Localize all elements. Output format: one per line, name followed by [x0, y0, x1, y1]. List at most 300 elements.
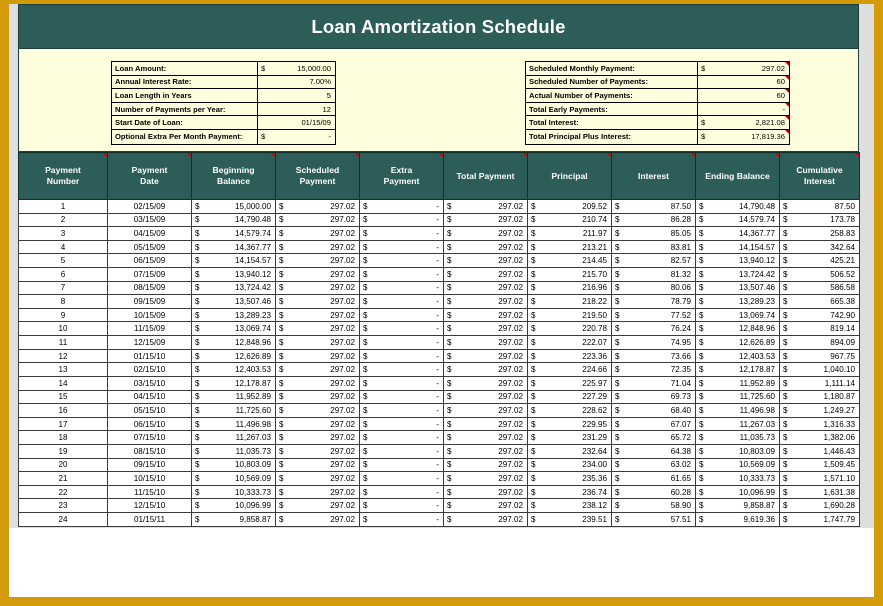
- interest-cell[interactable]: [612, 444, 696, 458]
- loan-input-row[interactable]: [112, 116, 335, 130]
- total-payment-cell[interactable]: [444, 458, 528, 472]
- column-header[interactable]: Payment Date: [108, 153, 192, 200]
- payment-number-cell[interactable]: 18: [19, 431, 108, 445]
- loan-summary-row[interactable]: [526, 89, 789, 103]
- cumulative-interest-cell[interactable]: [780, 308, 860, 322]
- beginning-balance-cell[interactable]: [192, 513, 276, 527]
- principal-cell[interactable]: [528, 213, 612, 227]
- payment-number-cell[interactable]: 17: [19, 417, 108, 431]
- table-row[interactable]: [19, 444, 860, 458]
- beginning-balance-cell[interactable]: [192, 254, 276, 268]
- table-row[interactable]: [19, 499, 860, 513]
- ending-balance-cell[interactable]: [696, 213, 780, 227]
- principal-cell[interactable]: [528, 376, 612, 390]
- loan-summary-value[interactable]: [698, 62, 789, 75]
- principal-cell[interactable]: [528, 295, 612, 309]
- principal-cell[interactable]: [528, 472, 612, 486]
- cumulative-interest-cell[interactable]: [780, 336, 860, 350]
- table-row[interactable]: [19, 404, 860, 418]
- ending-balance-cell[interactable]: [696, 417, 780, 431]
- principal-cell[interactable]: [528, 200, 612, 214]
- scheduled-payment-cell[interactable]: [276, 363, 360, 377]
- payment-number-cell[interactable]: 16: [19, 404, 108, 418]
- scheduled-payment-cell[interactable]: [276, 213, 360, 227]
- loan-summary-row[interactable]: [526, 103, 789, 117]
- beginning-balance-cell[interactable]: [192, 322, 276, 336]
- cumulative-interest-cell[interactable]: [780, 295, 860, 309]
- payment-date-cell[interactable]: 08/15/10: [108, 444, 192, 458]
- principal-cell[interactable]: [528, 281, 612, 295]
- beginning-balance-cell[interactable]: [192, 390, 276, 404]
- principal-cell[interactable]: [528, 322, 612, 336]
- loan-input-row[interactable]: [112, 76, 335, 90]
- cumulative-interest-cell[interactable]: [780, 458, 860, 472]
- payment-number-cell[interactable]: 12: [19, 349, 108, 363]
- ending-balance-cell[interactable]: [696, 308, 780, 322]
- ending-balance-cell[interactable]: [696, 200, 780, 214]
- cell-amount: 1,249.27: [823, 405, 855, 415]
- extra-payment-cell[interactable]: [360, 417, 444, 431]
- loan-input-value[interactable]: [258, 89, 335, 102]
- table-row[interactable]: [19, 431, 860, 445]
- payment-date-cell[interactable]: 07/15/10: [108, 431, 192, 445]
- interest-cell[interactable]: [612, 295, 696, 309]
- table-row[interactable]: [19, 281, 860, 295]
- scheduled-payment-cell[interactable]: [276, 281, 360, 295]
- loan-summary-value[interactable]: [698, 76, 789, 89]
- extra-payment-cell[interactable]: [360, 268, 444, 282]
- cumulative-interest-cell[interactable]: [780, 240, 860, 254]
- principal-cell[interactable]: [528, 404, 612, 418]
- table-row[interactable]: [19, 322, 860, 336]
- extra-payment-cell[interactable]: [360, 213, 444, 227]
- ending-balance-cell[interactable]: [696, 390, 780, 404]
- cumulative-interest-cell[interactable]: [780, 254, 860, 268]
- loan-summary-row[interactable]: [526, 76, 789, 90]
- principal-cell[interactable]: [528, 349, 612, 363]
- loan-summary-value[interactable]: [698, 89, 789, 102]
- principal-cell[interactable]: [528, 308, 612, 322]
- interest-cell[interactable]: [612, 200, 696, 214]
- total-payment-cell[interactable]: [444, 376, 528, 390]
- table-row[interactable]: [19, 308, 860, 322]
- column-header[interactable]: Extra Payment: [360, 153, 444, 200]
- total-payment-cell[interactable]: [444, 499, 528, 513]
- payment-number-cell[interactable]: 10: [19, 322, 108, 336]
- total-payment-cell[interactable]: [444, 431, 528, 445]
- scheduled-payment-cell[interactable]: [276, 200, 360, 214]
- ending-balance-cell[interactable]: [696, 404, 780, 418]
- payment-number-cell[interactable]: 11: [19, 336, 108, 350]
- total-payment-cell[interactable]: [444, 404, 528, 418]
- beginning-balance-cell[interactable]: [192, 458, 276, 472]
- payment-number-cell[interactable]: 6: [19, 268, 108, 282]
- beginning-balance-cell[interactable]: [192, 268, 276, 282]
- cumulative-interest-cell[interactable]: [780, 444, 860, 458]
- extra-payment-cell[interactable]: [360, 499, 444, 513]
- scheduled-payment-cell[interactable]: [276, 254, 360, 268]
- extra-payment-cell[interactable]: [360, 444, 444, 458]
- ending-balance-cell[interactable]: [696, 281, 780, 295]
- scheduled-payment-cell[interactable]: [276, 472, 360, 486]
- cumulative-interest-cell[interactable]: [780, 363, 860, 377]
- payment-date-cell[interactable]: 05/15/10: [108, 404, 192, 418]
- ending-balance-cell[interactable]: [696, 458, 780, 472]
- beginning-balance-cell[interactable]: [192, 227, 276, 241]
- extra-payment-cell[interactable]: [360, 322, 444, 336]
- payment-number-cell[interactable]: 23: [19, 499, 108, 513]
- payment-date-cell[interactable]: 12/15/09: [108, 336, 192, 350]
- payment-date-cell[interactable]: 03/15/10: [108, 376, 192, 390]
- cumulative-interest-cell[interactable]: [780, 322, 860, 336]
- payment-number-cell[interactable]: 8: [19, 295, 108, 309]
- scheduled-payment-cell[interactable]: [276, 336, 360, 350]
- cumulative-interest-cell[interactable]: [780, 485, 860, 499]
- scheduled-payment-cell[interactable]: [276, 295, 360, 309]
- loan-summary-value[interactable]: [698, 103, 789, 116]
- ending-balance-cell[interactable]: [696, 322, 780, 336]
- cumulative-interest-cell[interactable]: [780, 417, 860, 431]
- scheduled-payment-cell[interactable]: [276, 268, 360, 282]
- scheduled-payment-cell[interactable]: [276, 390, 360, 404]
- ending-balance-cell[interactable]: [696, 499, 780, 513]
- principal-cell[interactable]: [528, 458, 612, 472]
- table-row[interactable]: [19, 513, 860, 527]
- ending-balance-cell[interactable]: [696, 444, 780, 458]
- payment-date-cell[interactable]: 05/15/09: [108, 240, 192, 254]
- payment-number-cell[interactable]: 7: [19, 281, 108, 295]
- loan-summary-value[interactable]: [698, 116, 789, 129]
- interest-cell[interactable]: [612, 499, 696, 513]
- payment-date-cell[interactable]: 11/15/10: [108, 485, 192, 499]
- ending-balance-cell[interactable]: [696, 227, 780, 241]
- payment-date-cell[interactable]: 06/15/09: [108, 254, 192, 268]
- loan-input-row[interactable]: [112, 89, 335, 103]
- principal-cell[interactable]: [528, 431, 612, 445]
- extra-payment-cell[interactable]: [360, 254, 444, 268]
- table-row[interactable]: [19, 390, 860, 404]
- principal-cell[interactable]: [528, 268, 612, 282]
- beginning-balance-cell[interactable]: [192, 376, 276, 390]
- interest-cell[interactable]: [612, 213, 696, 227]
- total-payment-cell[interactable]: [444, 308, 528, 322]
- total-payment-cell[interactable]: [444, 417, 528, 431]
- payment-date-cell[interactable]: 02/15/09: [108, 200, 192, 214]
- total-payment-cell[interactable]: [444, 200, 528, 214]
- total-payment-cell[interactable]: [444, 227, 528, 241]
- payment-number-cell[interactable]: 15: [19, 390, 108, 404]
- cumulative-interest-cell[interactable]: [780, 376, 860, 390]
- table-row[interactable]: [19, 295, 860, 309]
- principal-cell[interactable]: [528, 227, 612, 241]
- payment-number-cell[interactable]: 4: [19, 240, 108, 254]
- payment-number-cell[interactable]: 3: [19, 227, 108, 241]
- extra-payment-cell[interactable]: [360, 404, 444, 418]
- payment-date-cell[interactable]: 02/15/10: [108, 363, 192, 377]
- payment-date-cell[interactable]: 08/15/09: [108, 281, 192, 295]
- table-row[interactable]: [19, 485, 860, 499]
- beginning-balance-cell[interactable]: [192, 417, 276, 431]
- column-header[interactable]: Ending Balance: [696, 153, 780, 200]
- payment-number-cell[interactable]: 21: [19, 472, 108, 486]
- beginning-balance-cell[interactable]: [192, 349, 276, 363]
- payment-date-cell[interactable]: 10/15/09: [108, 308, 192, 322]
- interest-cell[interactable]: [612, 336, 696, 350]
- column-header[interactable]: Total Payment: [444, 153, 528, 200]
- interest-cell[interactable]: [612, 349, 696, 363]
- total-payment-cell[interactable]: [444, 444, 528, 458]
- ending-balance-cell[interactable]: [696, 376, 780, 390]
- interest-cell[interactable]: [612, 376, 696, 390]
- column-header[interactable]: Scheduled Payment: [276, 153, 360, 200]
- beginning-balance-cell[interactable]: [192, 240, 276, 254]
- column-header[interactable]: Interest: [612, 153, 696, 200]
- column-header[interactable]: Beginning Balance: [192, 153, 276, 200]
- principal-cell[interactable]: [528, 444, 612, 458]
- payment-number-cell[interactable]: 5: [19, 254, 108, 268]
- extra-payment-cell[interactable]: [360, 472, 444, 486]
- payment-number-cell[interactable]: 14: [19, 376, 108, 390]
- scheduled-payment-cell[interactable]: [276, 485, 360, 499]
- payment-number-cell[interactable]: 24: [19, 513, 108, 527]
- extra-payment-cell[interactable]: [360, 281, 444, 295]
- beginning-balance-cell[interactable]: [192, 281, 276, 295]
- loan-input-value[interactable]: [258, 103, 335, 116]
- beginning-balance-cell[interactable]: [192, 404, 276, 418]
- payment-date-cell[interactable]: 11/15/09: [108, 322, 192, 336]
- principal-cell[interactable]: [528, 513, 612, 527]
- extra-payment-cell[interactable]: [360, 513, 444, 527]
- principal-cell[interactable]: [528, 417, 612, 431]
- beginning-balance-cell[interactable]: [192, 336, 276, 350]
- total-payment-cell[interactable]: [444, 240, 528, 254]
- loan-summary-row[interactable]: [526, 62, 789, 76]
- total-payment-cell[interactable]: [444, 281, 528, 295]
- principal-cell[interactable]: [528, 363, 612, 377]
- payment-number-cell[interactable]: 22: [19, 485, 108, 499]
- payment-date-cell[interactable]: 09/15/10: [108, 458, 192, 472]
- loan-input-value[interactable]: [258, 130, 335, 144]
- payment-date-cell[interactable]: 01/15/11: [108, 513, 192, 527]
- principal-cell[interactable]: [528, 336, 612, 350]
- payment-date-cell[interactable]: 10/15/10: [108, 472, 192, 486]
- payment-date-cell[interactable]: 04/15/10: [108, 390, 192, 404]
- payment-date-cell[interactable]: 12/15/10: [108, 499, 192, 513]
- payment-number-cell[interactable]: 9: [19, 308, 108, 322]
- interest-cell[interactable]: [612, 308, 696, 322]
- currency-symbol: $: [615, 514, 620, 524]
- interest-cell[interactable]: [612, 240, 696, 254]
- principal-cell[interactable]: [528, 390, 612, 404]
- extra-payment-cell[interactable]: [360, 458, 444, 472]
- loan-input-row[interactable]: [112, 130, 335, 144]
- total-payment-cell[interactable]: [444, 472, 528, 486]
- interest-cell[interactable]: [612, 281, 696, 295]
- payment-date-cell[interactable]: 03/15/09: [108, 213, 192, 227]
- interest-cell[interactable]: [612, 485, 696, 499]
- scheduled-payment-cell[interactable]: [276, 458, 360, 472]
- interest-cell[interactable]: [612, 458, 696, 472]
- ending-balance-cell[interactable]: [696, 336, 780, 350]
- payment-date-cell[interactable]: 06/15/10: [108, 417, 192, 431]
- payment-number-cell[interactable]: 20: [19, 458, 108, 472]
- extra-payment-cell[interactable]: [360, 390, 444, 404]
- beginning-balance-cell[interactable]: [192, 499, 276, 513]
- scheduled-payment-cell[interactable]: [276, 240, 360, 254]
- extra-payment-cell[interactable]: [360, 200, 444, 214]
- ending-balance-cell[interactable]: [696, 349, 780, 363]
- payment-date-cell[interactable]: 09/15/09: [108, 295, 192, 309]
- interest-cell[interactable]: [612, 404, 696, 418]
- cumulative-interest-cell[interactable]: [780, 200, 860, 214]
- extra-payment-cell[interactable]: [360, 295, 444, 309]
- extra-payment-cell[interactable]: [360, 336, 444, 350]
- ending-balance-cell[interactable]: [696, 472, 780, 486]
- loan-summary-row[interactable]: [526, 130, 789, 144]
- cumulative-interest-cell[interactable]: [780, 513, 860, 527]
- scheduled-payment-cell[interactable]: [276, 227, 360, 241]
- loan-summary-row[interactable]: [526, 116, 789, 130]
- extra-payment-cell[interactable]: [360, 376, 444, 390]
- total-payment-cell[interactable]: [444, 485, 528, 499]
- ending-balance-cell[interactable]: [696, 485, 780, 499]
- loan-input-value[interactable]: [258, 76, 335, 89]
- principal-cell[interactable]: [528, 240, 612, 254]
- beginning-balance-cell[interactable]: [192, 363, 276, 377]
- scheduled-payment-cell[interactable]: [276, 308, 360, 322]
- interest-cell[interactable]: [612, 363, 696, 377]
- payment-date-cell[interactable]: 07/15/09: [108, 268, 192, 282]
- cumulative-interest-cell[interactable]: [780, 404, 860, 418]
- payment-date-cell[interactable]: 04/15/09: [108, 227, 192, 241]
- total-payment-cell[interactable]: [444, 363, 528, 377]
- column-header[interactable]: Payment Number: [19, 153, 108, 200]
- ending-balance-cell[interactable]: [696, 254, 780, 268]
- extra-payment-cell[interactable]: [360, 485, 444, 499]
- total-payment-cell[interactable]: [444, 513, 528, 527]
- table-row[interactable]: [19, 458, 860, 472]
- table-row[interactable]: [19, 349, 860, 363]
- cumulative-interest-cell[interactable]: [780, 227, 860, 241]
- beginning-balance-cell[interactable]: [192, 444, 276, 458]
- table-row[interactable]: [19, 240, 860, 254]
- table-row[interactable]: [19, 254, 860, 268]
- total-payment-cell[interactable]: [444, 295, 528, 309]
- table-row[interactable]: [19, 268, 860, 282]
- cumulative-interest-cell[interactable]: [780, 268, 860, 282]
- cumulative-interest-cell[interactable]: [780, 390, 860, 404]
- interest-cell[interactable]: [612, 227, 696, 241]
- payment-number-cell[interactable]: 19: [19, 444, 108, 458]
- beginning-balance-cell[interactable]: [192, 308, 276, 322]
- cumulative-interest-cell[interactable]: [780, 349, 860, 363]
- principal-cell[interactable]: [528, 254, 612, 268]
- payment-date-cell[interactable]: 01/15/10: [108, 349, 192, 363]
- column-header[interactable]: Cumulative Interest: [780, 153, 860, 200]
- scheduled-payment-cell[interactable]: [276, 513, 360, 527]
- table-row[interactable]: [19, 472, 860, 486]
- cumulative-interest-cell[interactable]: [780, 281, 860, 295]
- cumulative-interest-cell[interactable]: [780, 499, 860, 513]
- scheduled-payment-cell[interactable]: [276, 376, 360, 390]
- total-payment-cell[interactable]: [444, 390, 528, 404]
- principal-cell[interactable]: [528, 485, 612, 499]
- table-row[interactable]: [19, 376, 860, 390]
- payment-number-cell[interactable]: 2: [19, 213, 108, 227]
- interest-cell[interactable]: [612, 417, 696, 431]
- beginning-balance-cell[interactable]: [192, 200, 276, 214]
- table-row[interactable]: [19, 417, 860, 431]
- cumulative-interest-cell[interactable]: [780, 431, 860, 445]
- interest-cell[interactable]: [612, 472, 696, 486]
- payment-number-cell[interactable]: 13: [19, 363, 108, 377]
- ending-balance-cell[interactable]: [696, 295, 780, 309]
- ending-balance-cell[interactable]: [696, 431, 780, 445]
- payment-number-cell[interactable]: 1: [19, 200, 108, 214]
- scheduled-payment-cell[interactable]: [276, 431, 360, 445]
- ending-balance-cell[interactable]: [696, 240, 780, 254]
- scheduled-payment-cell[interactable]: [276, 404, 360, 418]
- interest-cell[interactable]: [612, 322, 696, 336]
- scheduled-payment-cell[interactable]: [276, 444, 360, 458]
- scheduled-payment-cell[interactable]: [276, 349, 360, 363]
- table-row[interactable]: [19, 363, 860, 377]
- loan-input-value[interactable]: [258, 116, 335, 129]
- beginning-balance-cell[interactable]: [192, 295, 276, 309]
- beginning-balance-cell[interactable]: [192, 213, 276, 227]
- extra-payment-cell[interactable]: [360, 308, 444, 322]
- interest-cell[interactable]: [612, 513, 696, 527]
- total-payment-cell[interactable]: [444, 268, 528, 282]
- total-payment-cell[interactable]: [444, 254, 528, 268]
- table-row[interactable]: [19, 336, 860, 350]
- extra-payment-cell[interactable]: [360, 431, 444, 445]
- principal-cell[interactable]: [528, 499, 612, 513]
- interest-cell[interactable]: [612, 254, 696, 268]
- interest-cell[interactable]: [612, 431, 696, 445]
- loan-input-row[interactable]: [112, 62, 335, 76]
- scheduled-payment-cell[interactable]: [276, 417, 360, 431]
- loan-input-row[interactable]: [112, 103, 335, 117]
- loan-input-value[interactable]: [258, 62, 335, 75]
- total-payment-cell[interactable]: [444, 336, 528, 350]
- beginning-balance-cell[interactable]: [192, 472, 276, 486]
- ending-balance-cell[interactable]: [696, 513, 780, 527]
- extra-payment-cell[interactable]: [360, 240, 444, 254]
- extra-payment-cell[interactable]: [360, 349, 444, 363]
- ending-balance-cell[interactable]: [696, 268, 780, 282]
- loan-summary-value[interactable]: [698, 130, 789, 144]
- cumulative-interest-cell[interactable]: [780, 472, 860, 486]
- interest-cell[interactable]: [612, 390, 696, 404]
- table-row[interactable]: [19, 213, 860, 227]
- scheduled-payment-cell[interactable]: [276, 322, 360, 336]
- table-row[interactable]: [19, 200, 860, 214]
- table-row[interactable]: [19, 227, 860, 241]
- scheduled-payment-cell[interactable]: [276, 499, 360, 513]
- total-payment-cell[interactable]: [444, 322, 528, 336]
- ending-balance-cell[interactable]: [696, 363, 780, 377]
- total-payment-cell[interactable]: [444, 349, 528, 363]
- interest-cell[interactable]: [612, 268, 696, 282]
- beginning-balance-cell[interactable]: [192, 485, 276, 499]
- extra-payment-cell[interactable]: [360, 363, 444, 377]
- extra-payment-cell[interactable]: [360, 227, 444, 241]
- cumulative-interest-cell[interactable]: [780, 213, 860, 227]
- beginning-balance-cell[interactable]: [192, 431, 276, 445]
- column-header[interactable]: Principal: [528, 153, 612, 200]
- total-payment-cell[interactable]: [444, 213, 528, 227]
